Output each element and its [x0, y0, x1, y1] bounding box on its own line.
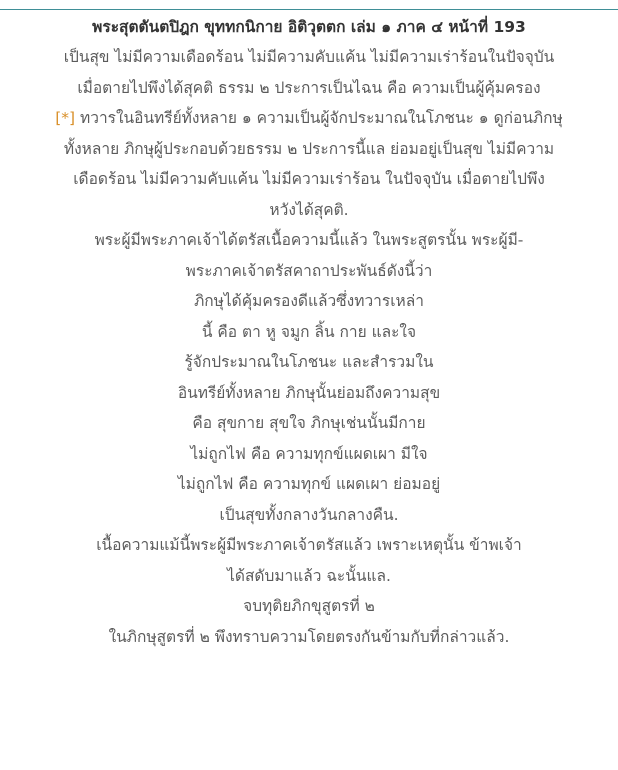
text-line [0, 42, 618, 73]
line-text: ไม่ถูกไฟ คือ ความทุกข์แผดเผา มีใจ [190, 444, 428, 463]
verse-line [0, 408, 618, 439]
text-line [0, 622, 618, 653]
text-line [0, 256, 618, 287]
text-line [0, 195, 618, 226]
line-text: ในภิกษุสูตรที่ ๒ พึงทราบความโดยตรงกันข้ามกับที่กล่าวแล้ว. [108, 627, 510, 646]
verse-line [0, 378, 618, 409]
line-text: เนื้อความแม้นี้พระผู้มีพระภาคเจ้าตรัสแล้ว เพราะเหตุนั้น ข้าพเจ้า [96, 536, 522, 554]
text-line [0, 103, 618, 134]
line-text: ไม่ถูกไฟ คือ ความทุกข์ แผดเผา ย่อมอยู่ [177, 475, 441, 493]
line-text: คือ สุขกาย สุขใจ ภิกษุเช่นนั้นมีกาย [192, 414, 426, 432]
verse-line [0, 469, 618, 500]
verse-line [0, 500, 618, 531]
verse-line [0, 347, 618, 378]
verse-line [0, 439, 618, 470]
top-divider [0, 9, 618, 10]
line-text: หวังได้สุคติ. [269, 200, 349, 219]
document-body [0, 42, 618, 652]
line-text: ทวารในอินทรีย์ทั้งหลาย ๑ ความเป็นผู้จักประมาณในโภชนะ ๑ ดูก่อนภิกษุ [75, 109, 563, 127]
text-line [0, 530, 618, 561]
line-text: พระผู้มีพระภาคเจ้าได้ตรัสเนื้อความนี้แล้ว ในพระสูตรนั้น พระผู้มี- [94, 231, 524, 249]
text-line [0, 164, 618, 195]
line-text: เป็นสุข ไม่มีความเดือดร้อน ไม่มีความคับแค้น ไม่มีความเร่าร้อนในปัจจุบัน [63, 48, 555, 66]
line-text: เดือดร้อน ไม่มีความคับแค้น ไม่มีความเร่าร้อน ในปัจจุบัน เมื่อตายไปพึง [73, 170, 545, 188]
line-text: ได้สดับมาแล้ว ฉะนั้นแล. [227, 566, 391, 585]
line-text: อินทรีย์ทั้งหลาย ภิกษุนั้นย่อมถึงความสุข [177, 383, 441, 402]
line-text: เมื่อตายไปพึงได้สุคติ ธรรม ๒ ประการเป็นไฉน คือ ความเป็นผู้คุ้มครอง [77, 78, 541, 97]
text-line [0, 561, 618, 592]
line-text: พระภาคเจ้าตรัสคาถาประพันธ์ดังนี้ว่า [185, 261, 433, 280]
section-end [0, 591, 618, 622]
line-text: นี้ คือ ตา หู จมูก ลิ้น กาย และใจ [201, 322, 417, 341]
page-title: พระสุตตันตปิฎก ขุททกนิกาย อิติวุตตก เล่ม ๑ ภาค ๔ หน้าที่ 193 [92, 18, 526, 36]
line-text: ภิกษุได้คุ้มครองดีแล้วซึ่งทวารเหล่า [194, 292, 424, 310]
line-text: เป็นสุขทั้งกลางวันกลางคืน. [219, 505, 399, 524]
text-line [0, 134, 618, 165]
verse-line [0, 286, 618, 317]
verse-line [0, 317, 618, 348]
line-text: ทั้งหลาย ภิกษุผู้ประกอบด้วยธรรม ๒ ประการนี้แล ย่อมอยู่เป็นสุข ไม่มีความ [63, 139, 555, 158]
document-page [0, 12, 618, 652]
text-line [0, 225, 618, 256]
text-line [0, 73, 618, 104]
line-text: จบทุติยภิกขุสูตรที่ ๒ [243, 597, 375, 615]
line-text: รู้จักประมาณในโภชนะ และสำรวมใน [184, 353, 434, 371]
footnote-link[interactable]: [*] [55, 109, 76, 127]
